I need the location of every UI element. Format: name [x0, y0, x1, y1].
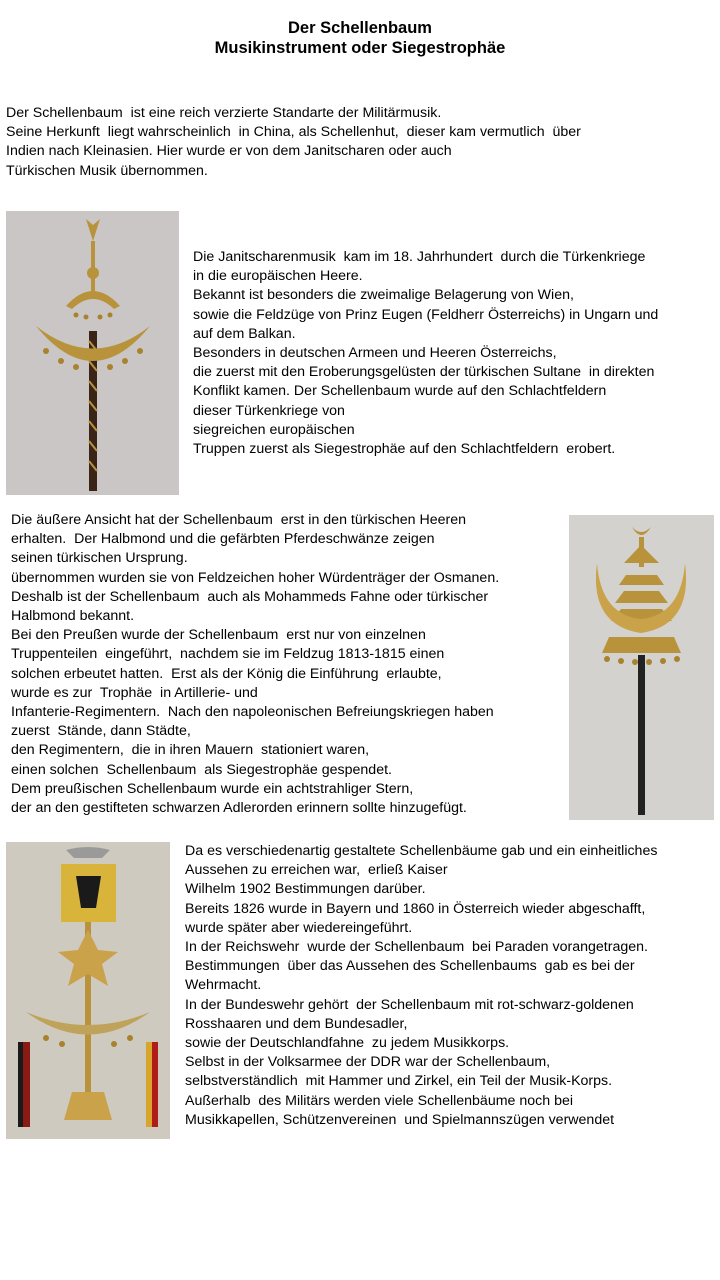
- schellenbaum-photo-1: [6, 211, 179, 495]
- page-title: [0, 18, 720, 58]
- section-2-text: Die äußere Ansicht hat der Schellenbaum erst in den türkischen Heeren erhalten. Der Halbmond und die gefärbten Pferdeschwänze zeigen seinen türkischen Ursprung. übernommen wurden sie von Feldzeichen hoher Würdenträger der Osmanen. Deshalb ist der Schellenbaum auch als Mohammeds Fahne oder türkischer Halbmond bekannt. Bei den Preußen wurde der Schellenbaum erst nur von einzelnen Truppenteilen eingeführt, nachdem sie im Feldzug 1813-1815 einen solchen erbeutet hatten. Erst als der König die Einführung erlaubte, wurde es zur Trophäe in Artillerie- und Infanterie-Regimentern. Nach den napoleonischen Befreiungskriegen haben zuerst Stände, dann Städte, den Regimentern, die in ihren Mauern stationiert waren, einen solchen Schellenbaum als Siegestrophäe gespendet. Dem preußischen Schellenbaum wurde ein achtstrahliger Stern, der an den gestifteten schwarzen Adlerorden erinnern sollte hinzugefügt.: [11, 512, 500, 817]
- schellenbaum-photo-3: [6, 842, 170, 1139]
- section-1-text: Die Janitscharenmusik kam im 18. Jahrhundert durch die Türkenkriege in die europäischen Heere. Bekannt ist besonders die zweimalige Belagerung von Wien, sowie die Feldzüge von Prinz Eugen (Feldherr Österreichs) in Ungarn und auf dem Balkan. Besonders in deutschen Armeen und Heeren Österreichs, die zuerst mit den Eroberungsgelüsten der türkischen Sultane in direkten Konflikt kamen. Der Schellenbaum wurde auf den Schlachtfeldern dieser Türkenkriege von siegreichen europäischen Truppen zuerst als Siegestrophäe auf den Schlachtfeldern erobert.: [193, 249, 659, 458]
- intro-paragraph: Der Schellenbaum ist eine reich verzierte Standarte der Militärmusik. Seine Herkunft liegt wahrscheinlich in China, als Schellenhut, dieser kam vermutlich über Indien nach Kleinasien. Hier wurde er von dem Janitscharen oder auch Türkischen Musik übernommen.: [6, 105, 581, 179]
- title-line-2: Musikinstrument oder Siegestrophäe: [214, 39, 506, 57]
- section-3-text: Da es verschiedenartig gestaltete Schellenbäume gab und ein einheitliches Aussehen zu erreichen war, erließ Kaiser Wilhelm 1902 Bestimmungen darüber. Bereits 1826 wurde in Bayern und 1860 in Österreich wieder abgeschafft, wurde später aber wiedereingeführt. In der Reichswehr wurde der Schellenbaum bei Paraden vorangetragen. Bestimmungen über das Aussehen des Schellenbaums gab es bei der Wehrmacht. In der Bundeswehr gehört der Schellenbaum mit rot-schwarz-goldenen Rosshaaren und dem Bundesadler, sowie der Deutschlandfahne zu jedem Musikkorps. Selbst in der Volksarmee der DDR war der Schellenbaum, selbstverständlich mit Hammer und Zirkel, ein Teil der Musik-Korps. Außerhalb des Militärs werden viele Schellenbäume noch bei Musikkapellen, Schützenvereinen und Spielmannszügen verwendet: [185, 843, 658, 1128]
- title-line-1: Der Schellenbaum: [288, 19, 432, 37]
- schellenbaum-photo-2: [569, 515, 714, 820]
